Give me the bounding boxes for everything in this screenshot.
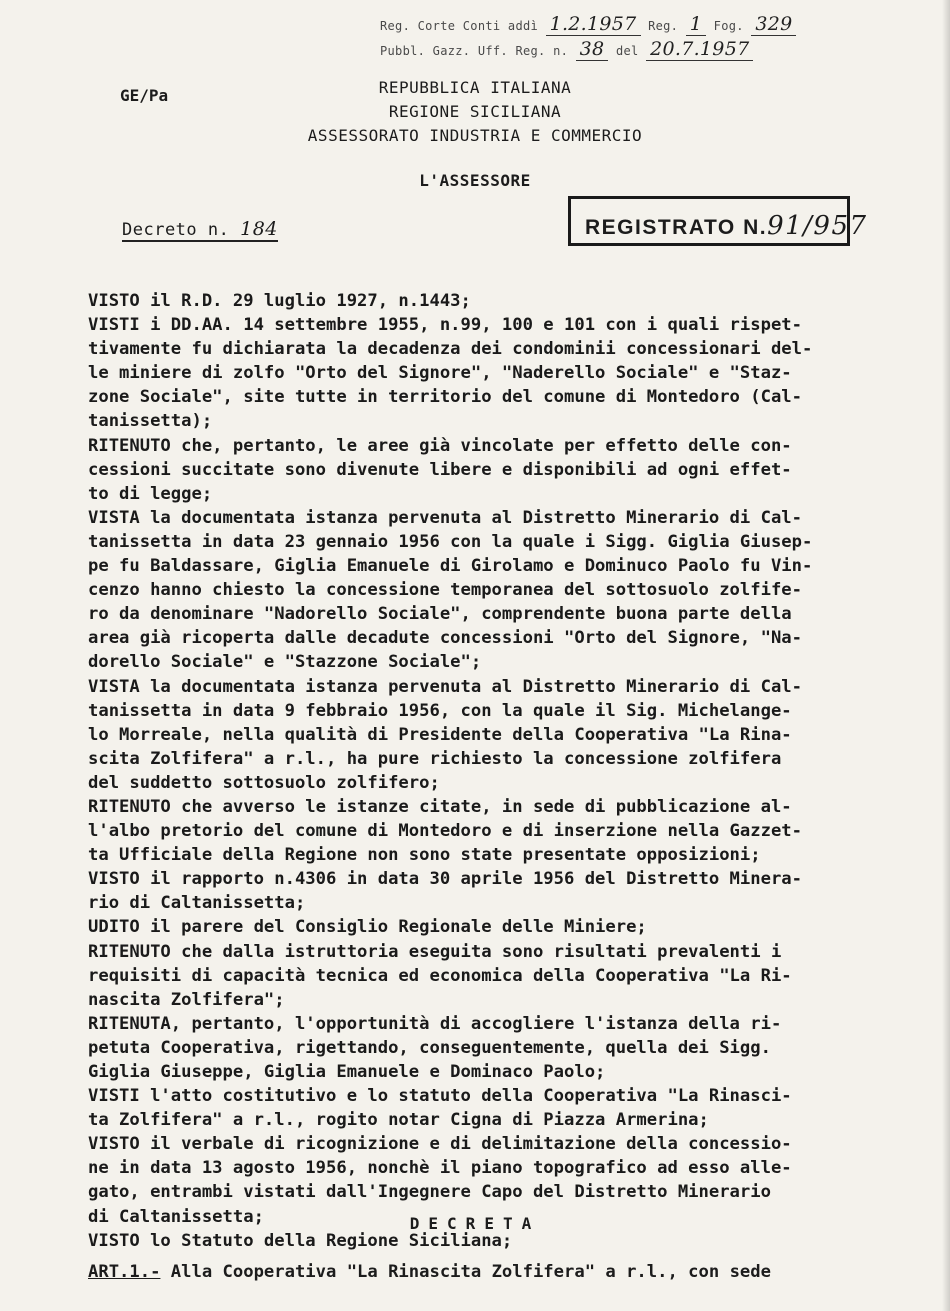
preamble-line: VISTI i DD.AA. 14 settembre 1955, n.99, 100 e 101 con i quali rispet- xyxy=(88,315,802,336)
preamble-line: tivamente fu dichiarata la decadenza dei condominii concessionari del- xyxy=(88,339,813,360)
pubbl-date-handwritten: 20.7.1957 xyxy=(646,38,753,61)
preamble-line: tanissetta in data 9 febbraio 1956, con la quale il Sig. Michelange- xyxy=(88,700,792,721)
title-department: ASSESSORATO INDUSTRIA E COMMERCIO xyxy=(307,126,643,145)
reg-label: Reg. xyxy=(648,19,679,33)
decree-label: Decreto n. xyxy=(122,220,230,240)
reg-number-handwritten: 1 xyxy=(686,13,706,36)
reg-date-handwritten: 1.2.1957 xyxy=(546,13,641,36)
preamble-line: ta Zolfifera" a r.l., rogito notar Cigna di Piazza Armerina; xyxy=(88,1110,709,1131)
preamble-line: tanissetta in data 23 gennaio 1956 con la quale i Sigg. Giglia Giusep- xyxy=(88,531,813,552)
preamble-line: VISTO lo Statuto della Regione Siciliana; xyxy=(88,1230,513,1251)
preamble-line: area già ricoperta dalle decadute concessioni "Orto del Signore, "Na- xyxy=(88,628,802,649)
preamble-line: zone Sociale", site tutte in territorio del comune di Montedoro (Cal- xyxy=(88,387,802,408)
stamp-number-handwritten: 91/957 xyxy=(767,211,868,241)
title-republic: REPUBBLICA ITALIANA xyxy=(378,78,572,97)
title-region: REGIONE SICILIANA xyxy=(388,102,562,121)
decreta-heading: DECRETA xyxy=(409,1214,541,1233)
publication-line xyxy=(380,38,753,60)
preamble-line: RITENUTO che dalla istruttoria eseguita sono risultati prevalenti i xyxy=(88,941,782,962)
preamble-line: VISTA la documentata istanza pervenuta al Distretto Minerario di Cal- xyxy=(88,507,802,528)
preamble-line: petuta Cooperativa, rigettando, conseguentemente, quella dei Sigg. xyxy=(88,1037,771,1058)
fog-number-handwritten: 329 xyxy=(751,13,796,36)
preamble-line: VISTO il verbale di ricognizione e di delimitazione della concessio- xyxy=(88,1134,792,1155)
preamble-line: cenzo hanno chiesto la concessione temporanea del sottosuolo zolfife- xyxy=(88,580,802,601)
preamble-line: del suddetto sottosuolo zolfifero; xyxy=(88,772,440,793)
preamble-line: le miniere di zolfo "Orto del Signore", "Naderello Sociale" e "Staz- xyxy=(88,363,792,384)
pubbl-prefix: Pubbl. Gazz. Uff. Reg. n. xyxy=(380,44,569,58)
preamble-line: scita Zolfifera" a r.l., ha pure richiesto la concessione zolfifera xyxy=(88,748,782,769)
preamble-line: pe fu Baldassare, Giglia Emanuele di Girolamo e Dominuco Paolo fu Vin- xyxy=(88,556,813,577)
preamble-line: UDITO il parere del Consiglio Regionale delle Miniere; xyxy=(88,917,647,938)
preamble-line: dorello Sociale" e "Stazzone Sociale"; xyxy=(88,652,482,673)
preamble-line: ta Ufficiale della Regione non sono state presentate opposizioni; xyxy=(88,845,761,866)
preamble-line: ro da denominare "Nadorello Sociale", comprendente buona parte della xyxy=(88,604,792,625)
preamble-line: VISTO il R.D. 29 luglio 1927, n.1443; xyxy=(88,291,471,311)
office-reference: GE/Pa xyxy=(120,86,169,105)
preamble-line: di Caltanissetta; xyxy=(88,1206,264,1227)
stamp-label: REGISTRATO N. xyxy=(585,216,768,239)
assessore-heading: L'ASSESSORE xyxy=(419,171,531,190)
preamble-line: to di legge; xyxy=(88,483,213,504)
article-1-text: Alla Cooperativa "La Rinascita Zolfifera" a r.l., con sede xyxy=(160,1262,771,1282)
scan-edge-shadow xyxy=(942,0,950,1311)
decree-number-handwritten: 184 xyxy=(240,218,278,240)
pubbl-del: del xyxy=(615,44,639,58)
decree-number xyxy=(122,218,278,242)
preamble-line: VISTI l'atto costitutivo e lo statuto della Cooperativa "La Rinasci- xyxy=(88,1086,792,1107)
preamble-line: lo Morreale, nella qualità di Presidente della Cooperativa "La Rina- xyxy=(88,724,792,745)
registration-stamp xyxy=(568,196,868,246)
article-1 xyxy=(88,1262,771,1282)
preamble-line: VISTO il rapporto n.4306 in data 30 aprile 1956 del Distretto Minera- xyxy=(88,869,802,890)
reg-prefix: Reg. Corte Conti addì xyxy=(380,19,539,33)
preamble-line: nascita Zolfifera"; xyxy=(88,989,285,1010)
pubbl-number-handwritten: 38 xyxy=(576,38,609,61)
preamble-line: RITENUTA, pertanto, l'opportunità di accogliere l'istanza della ri- xyxy=(88,1013,782,1034)
preamble-line: cessioni succitate sono divenute libere e disponibili ad ogni effet- xyxy=(88,459,792,480)
preamble-line: requisiti di capacità tecnica ed economica della Cooperativa "La Ri- xyxy=(88,965,792,986)
preamble-line: VISTA la documentata istanza pervenuta al Distretto Minerario di Cal- xyxy=(88,676,802,697)
preamble-line: ne in data 13 agosto 1956, nonchè il piano topografico ad esso alle- xyxy=(88,1158,792,1179)
preamble-line: tanissetta); xyxy=(88,411,213,432)
preamble-line: RITENUTO che, pertanto, le aree già vincolate per effetto delle con- xyxy=(88,435,792,456)
article-1-label: ART.1.- xyxy=(88,1262,161,1282)
preamble-line: l'albo pretorio del comune di Montedoro e di inserzione nella Gazzet- xyxy=(88,821,802,842)
registration-line xyxy=(380,13,796,35)
preamble-line: gato, entrambi vistati dall'Ingegnere Capo del Distretto Minerario xyxy=(88,1182,771,1203)
preamble-line: rio di Caltanissetta; xyxy=(88,893,306,914)
fog-label: Fog. xyxy=(713,19,744,33)
preamble-line: RITENUTO che avverso le istanze citate, in sede di pubblicazione al- xyxy=(88,796,792,817)
decree-preamble xyxy=(88,289,888,1253)
preamble-line: Giglia Giuseppe, Giglia Emanuele e Dominaco Paolo; xyxy=(88,1062,606,1082)
